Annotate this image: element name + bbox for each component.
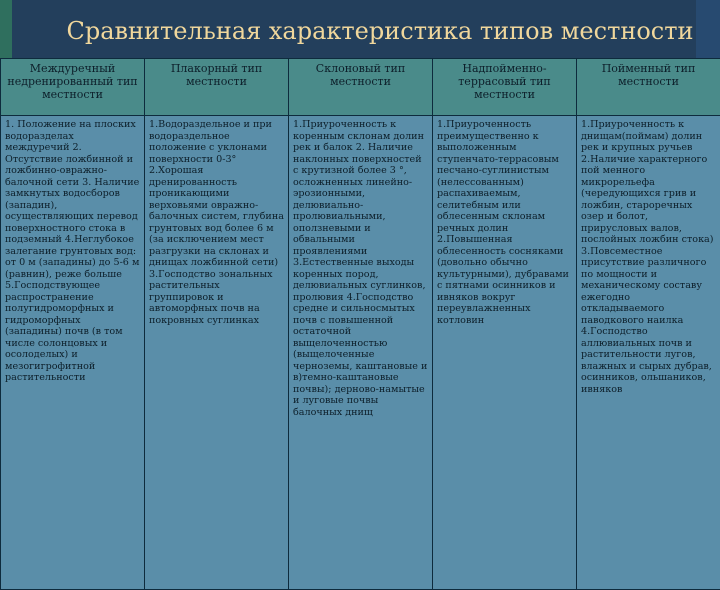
- cell-plakor: 1.Водораздельное и при водораздельное положение с уклонами поверхности 0-3° 2.Хорошая дренированность проникающими верховьями овражно-балочных систем, глубина грунтовых вод более 6 м (за исключением мест разгрузки на склонах и днищах ложбинной сети) 3.Господство зональных растительных группировок и автоморфных почв на покровных суглинках: [145, 116, 289, 590]
- header-slope: Склоновый тип местности: [289, 59, 433, 116]
- header-interfluve-undrained: Междуречный недренированный тип местности: [1, 59, 145, 116]
- header-plakor: Плакорный тип местности: [145, 59, 289, 116]
- table-row: [1, 116, 720, 590]
- table-header-row: [1, 59, 720, 116]
- cell-terrace: 1.Приуроченность преимущественно к выположенным ступенчато-террасовым песчано-суглинистым (нелессованным) распахиваемым, селитебным или облесенным склонам речных долин 2.Повышенная облесенность сосняками (довольно обычно культурными), дубравами с пятнами осинников и ивняков вокруг переувлажненных котловин: [433, 116, 577, 590]
- slide-title: Сравнительная характеристика типов местности: [40, 14, 720, 48]
- cell-floodplain: 1.Приуроченность к днищам(поймам) долин рек и крупных ручьев 2.Наличие характерного пой менного микрорельефа (чередующихся грив и ложбин, староречных озер и болот, прирусловых валов, послойных ложбин стока) 3.Повсеместное присутствие различного по мощности и механическому составу ежегодно откладываемого паводкового наилка 4.Господство аллювиальных почв и растительности лугов, влажных и сырых дубрав, осинников, ольшаников, ивняков: [577, 116, 720, 590]
- header-terrace: Надпойменно-террасовый тип местности: [433, 59, 577, 116]
- header-floodplain: Пойменный тип местности: [577, 59, 720, 116]
- cell-interfluve-undrained: 1. Положение на плоских водоразделах междуречий 2. Отсутствие ложбинной и ложбинно-овражно-балочной сети 3. Наличие замкнутых водосборов (западин), осуществляющих перевод поверхностного стока в подземный 4.Неглубокое залегание грунтовых вод: от 0 м (западины) до 5-6 м (равнин), реже больше 5.Господствующее распространение полугидроморфных и гидроморфных (западины) почв (в том числе солонцовых и осолоделых) и мезогигрофитной растительности: [1, 116, 145, 590]
- left-accent-bar: [0, 0, 12, 60]
- cell-slope: 1.Приуроченность к коренным склонам долин рек и балок 2. Наличие наклонных поверхностей с крутизной более 3 °, осложненных линейно-эрозионными, делювиально-пролювиальными, оползневыми и обвальными проявлениями 3.Естественные выходы коренных пород, делювиальных суглинков, пролювия 4.Господство средне и сильносмытых почв с повышенной остаточной выщелоченностью (выщелоченные черноземы, каштановые и в)темно-каштановые почвы); дерново-намытые и луговые почвы балочных днищ: [289, 116, 433, 590]
- comparison-table: [0, 58, 720, 590]
